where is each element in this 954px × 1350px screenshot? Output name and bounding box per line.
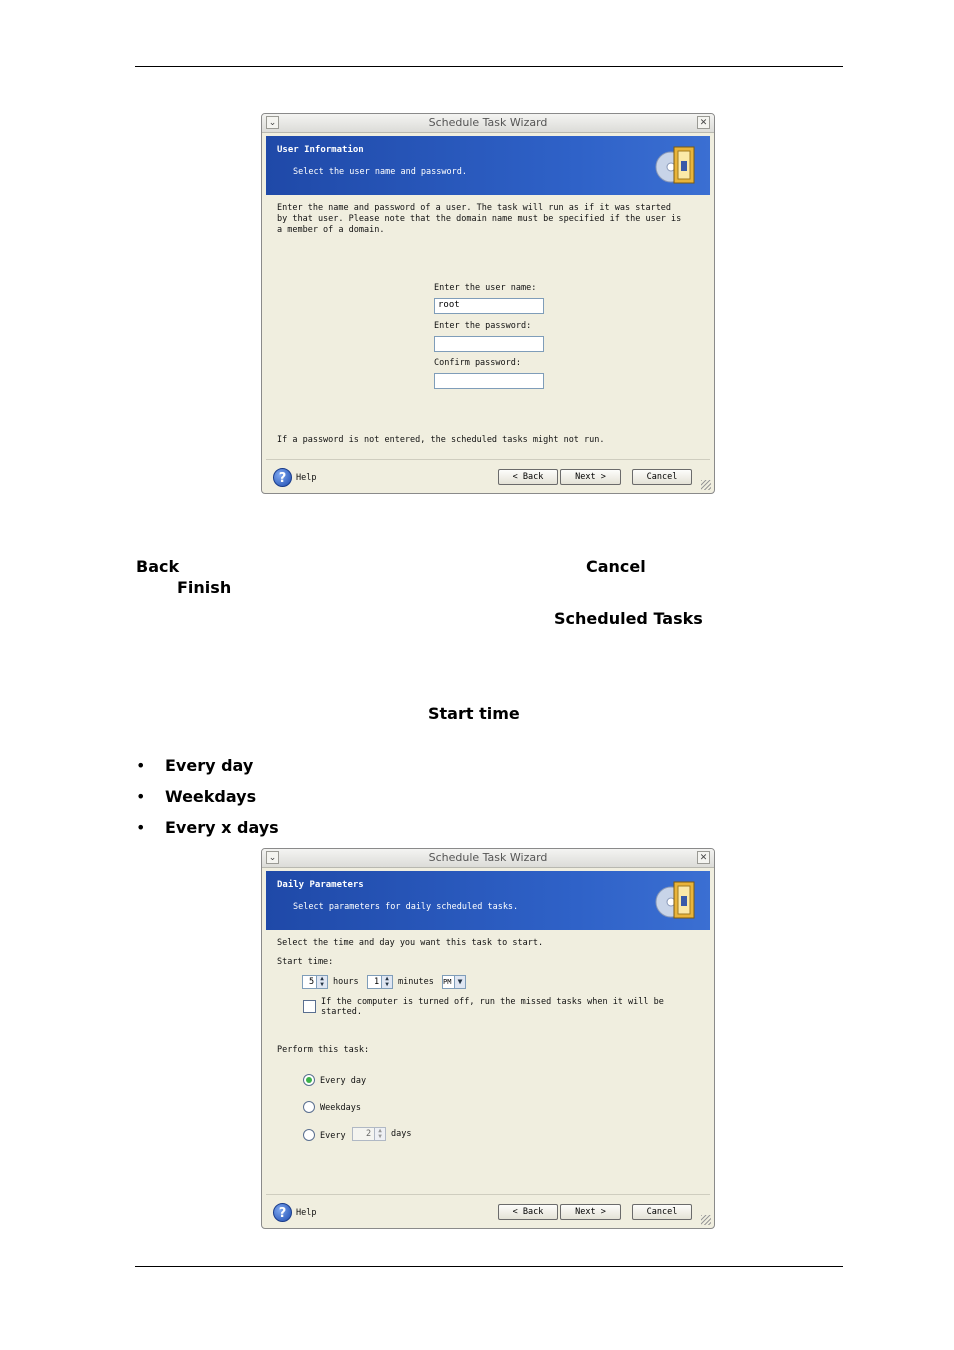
minutes-spinner[interactable] [367, 975, 393, 989]
cancel-term: Cancel [586, 557, 646, 576]
bullet-weekdays: Weekdays [165, 787, 257, 806]
bullet-every-x-days: Every x days [165, 818, 279, 837]
bullet-dot: • [136, 756, 146, 775]
missed-text-line-2: started. [321, 1007, 362, 1017]
wizard-banner [266, 871, 710, 930]
every-days-spinner[interactable] [352, 1127, 386, 1141]
bullet-every-day: Every day [165, 756, 254, 775]
confirm-password-input[interactable] [434, 373, 544, 389]
wizard-disk-icon [654, 143, 698, 187]
run-missed-checkbox[interactable] [303, 1000, 316, 1013]
hours-value: 5 [309, 977, 315, 987]
title-bar [262, 114, 714, 133]
wizard-window-user-info [261, 113, 715, 494]
wizard-window-daily-params [261, 848, 715, 1229]
every-x-days-radio[interactable] [303, 1129, 315, 1141]
help-icon[interactable]: ? [273, 1203, 292, 1222]
chevron-down-icon[interactable]: ▼ [454, 976, 465, 988]
ampm-value: PM [443, 978, 452, 986]
help-label[interactable]: Help [296, 1208, 317, 1218]
intro-line-1: Enter the name and password of a user. The task will run as if it was started [277, 203, 672, 213]
back-button[interactable]: < Back [498, 1204, 558, 1220]
every-days-value: 2 [366, 1129, 372, 1139]
next-button[interactable]: Next > [560, 1204, 621, 1220]
help-icon[interactable]: ? [273, 468, 292, 487]
intro-line-2: by that user. Please note that the domain name must be specified if the user is [277, 214, 682, 224]
weekdays-radio[interactable] [303, 1101, 315, 1113]
window-menu-icon[interactable]: ⌄ [266, 116, 279, 129]
bullet-dot: • [136, 818, 146, 837]
header-rule [135, 66, 843, 67]
resize-grip[interactable] [701, 480, 711, 490]
button-bar-separator [266, 459, 710, 460]
spinner-arrows-icon[interactable]: ▲ ▼ [374, 1128, 385, 1140]
button-bar-separator [266, 1194, 710, 1195]
resize-grip[interactable] [701, 1215, 711, 1225]
back-term: Back [136, 557, 180, 576]
password-note: If a password is not entered, the scheduled tasks might not run. [277, 435, 605, 445]
banner-title: User Information [277, 145, 364, 155]
password-label: Enter the password: [434, 321, 532, 331]
every-label[interactable]: Every [320, 1131, 346, 1141]
next-button[interactable]: Next > [560, 469, 621, 485]
ampm-select[interactable] [442, 975, 466, 989]
window-title: Schedule Task Wizard [428, 116, 548, 129]
wizard-disk-icon [654, 878, 698, 922]
footer-rule [135, 1266, 843, 1267]
every-day-radio[interactable] [303, 1074, 315, 1086]
weekdays-label[interactable]: Weekdays [320, 1103, 361, 1113]
minutes-value: 1 [374, 977, 380, 987]
scheduled-tasks-term: Scheduled Tasks [554, 609, 703, 628]
window-menu-icon[interactable]: ⌄ [266, 851, 279, 864]
back-button[interactable]: < Back [498, 469, 558, 485]
title-bar [262, 849, 714, 868]
hours-spinner[interactable] [302, 975, 328, 989]
intro-line-3: a member of a domain. [277, 225, 385, 235]
bullet-dot: • [136, 787, 146, 806]
perform-label: Perform this task: [277, 1045, 370, 1055]
days-label: days [391, 1129, 412, 1139]
spinner-arrows-icon[interactable]: ▲ ▼ [316, 976, 327, 988]
close-icon[interactable]: ✕ [697, 116, 710, 129]
confirm-password-label: Confirm password: [434, 358, 521, 368]
banner-title: Daily Parameters [277, 880, 364, 890]
banner-subtitle: Select the user name and password. [293, 167, 467, 177]
help-label[interactable]: Help [296, 473, 317, 483]
intro-text: Select the time and day you want this task to start. [277, 938, 544, 948]
start-time-term: Start time [428, 704, 520, 723]
minutes-label: minutes [398, 977, 434, 987]
username-input[interactable]: root [434, 298, 544, 314]
start-time-label: Start time: [277, 957, 334, 967]
close-icon[interactable]: ✕ [697, 851, 710, 864]
username-label: Enter the user name: [434, 283, 537, 293]
spinner-arrows-icon[interactable]: ▲ ▼ [381, 976, 392, 988]
window-title: Schedule Task Wizard [428, 851, 548, 864]
password-input[interactable] [434, 336, 544, 352]
wizard-banner [266, 136, 710, 195]
banner-subtitle: Select parameters for daily scheduled tasks. [293, 902, 519, 912]
missed-text-line-1: If the computer is turned off, run the missed tasks when it will be [321, 997, 664, 1007]
finish-term: Finish [177, 578, 232, 597]
hours-label: hours [333, 977, 359, 987]
cancel-button[interactable]: Cancel [632, 1204, 692, 1220]
every-day-label[interactable]: Every day [320, 1076, 367, 1086]
cancel-button[interactable]: Cancel [632, 469, 692, 485]
